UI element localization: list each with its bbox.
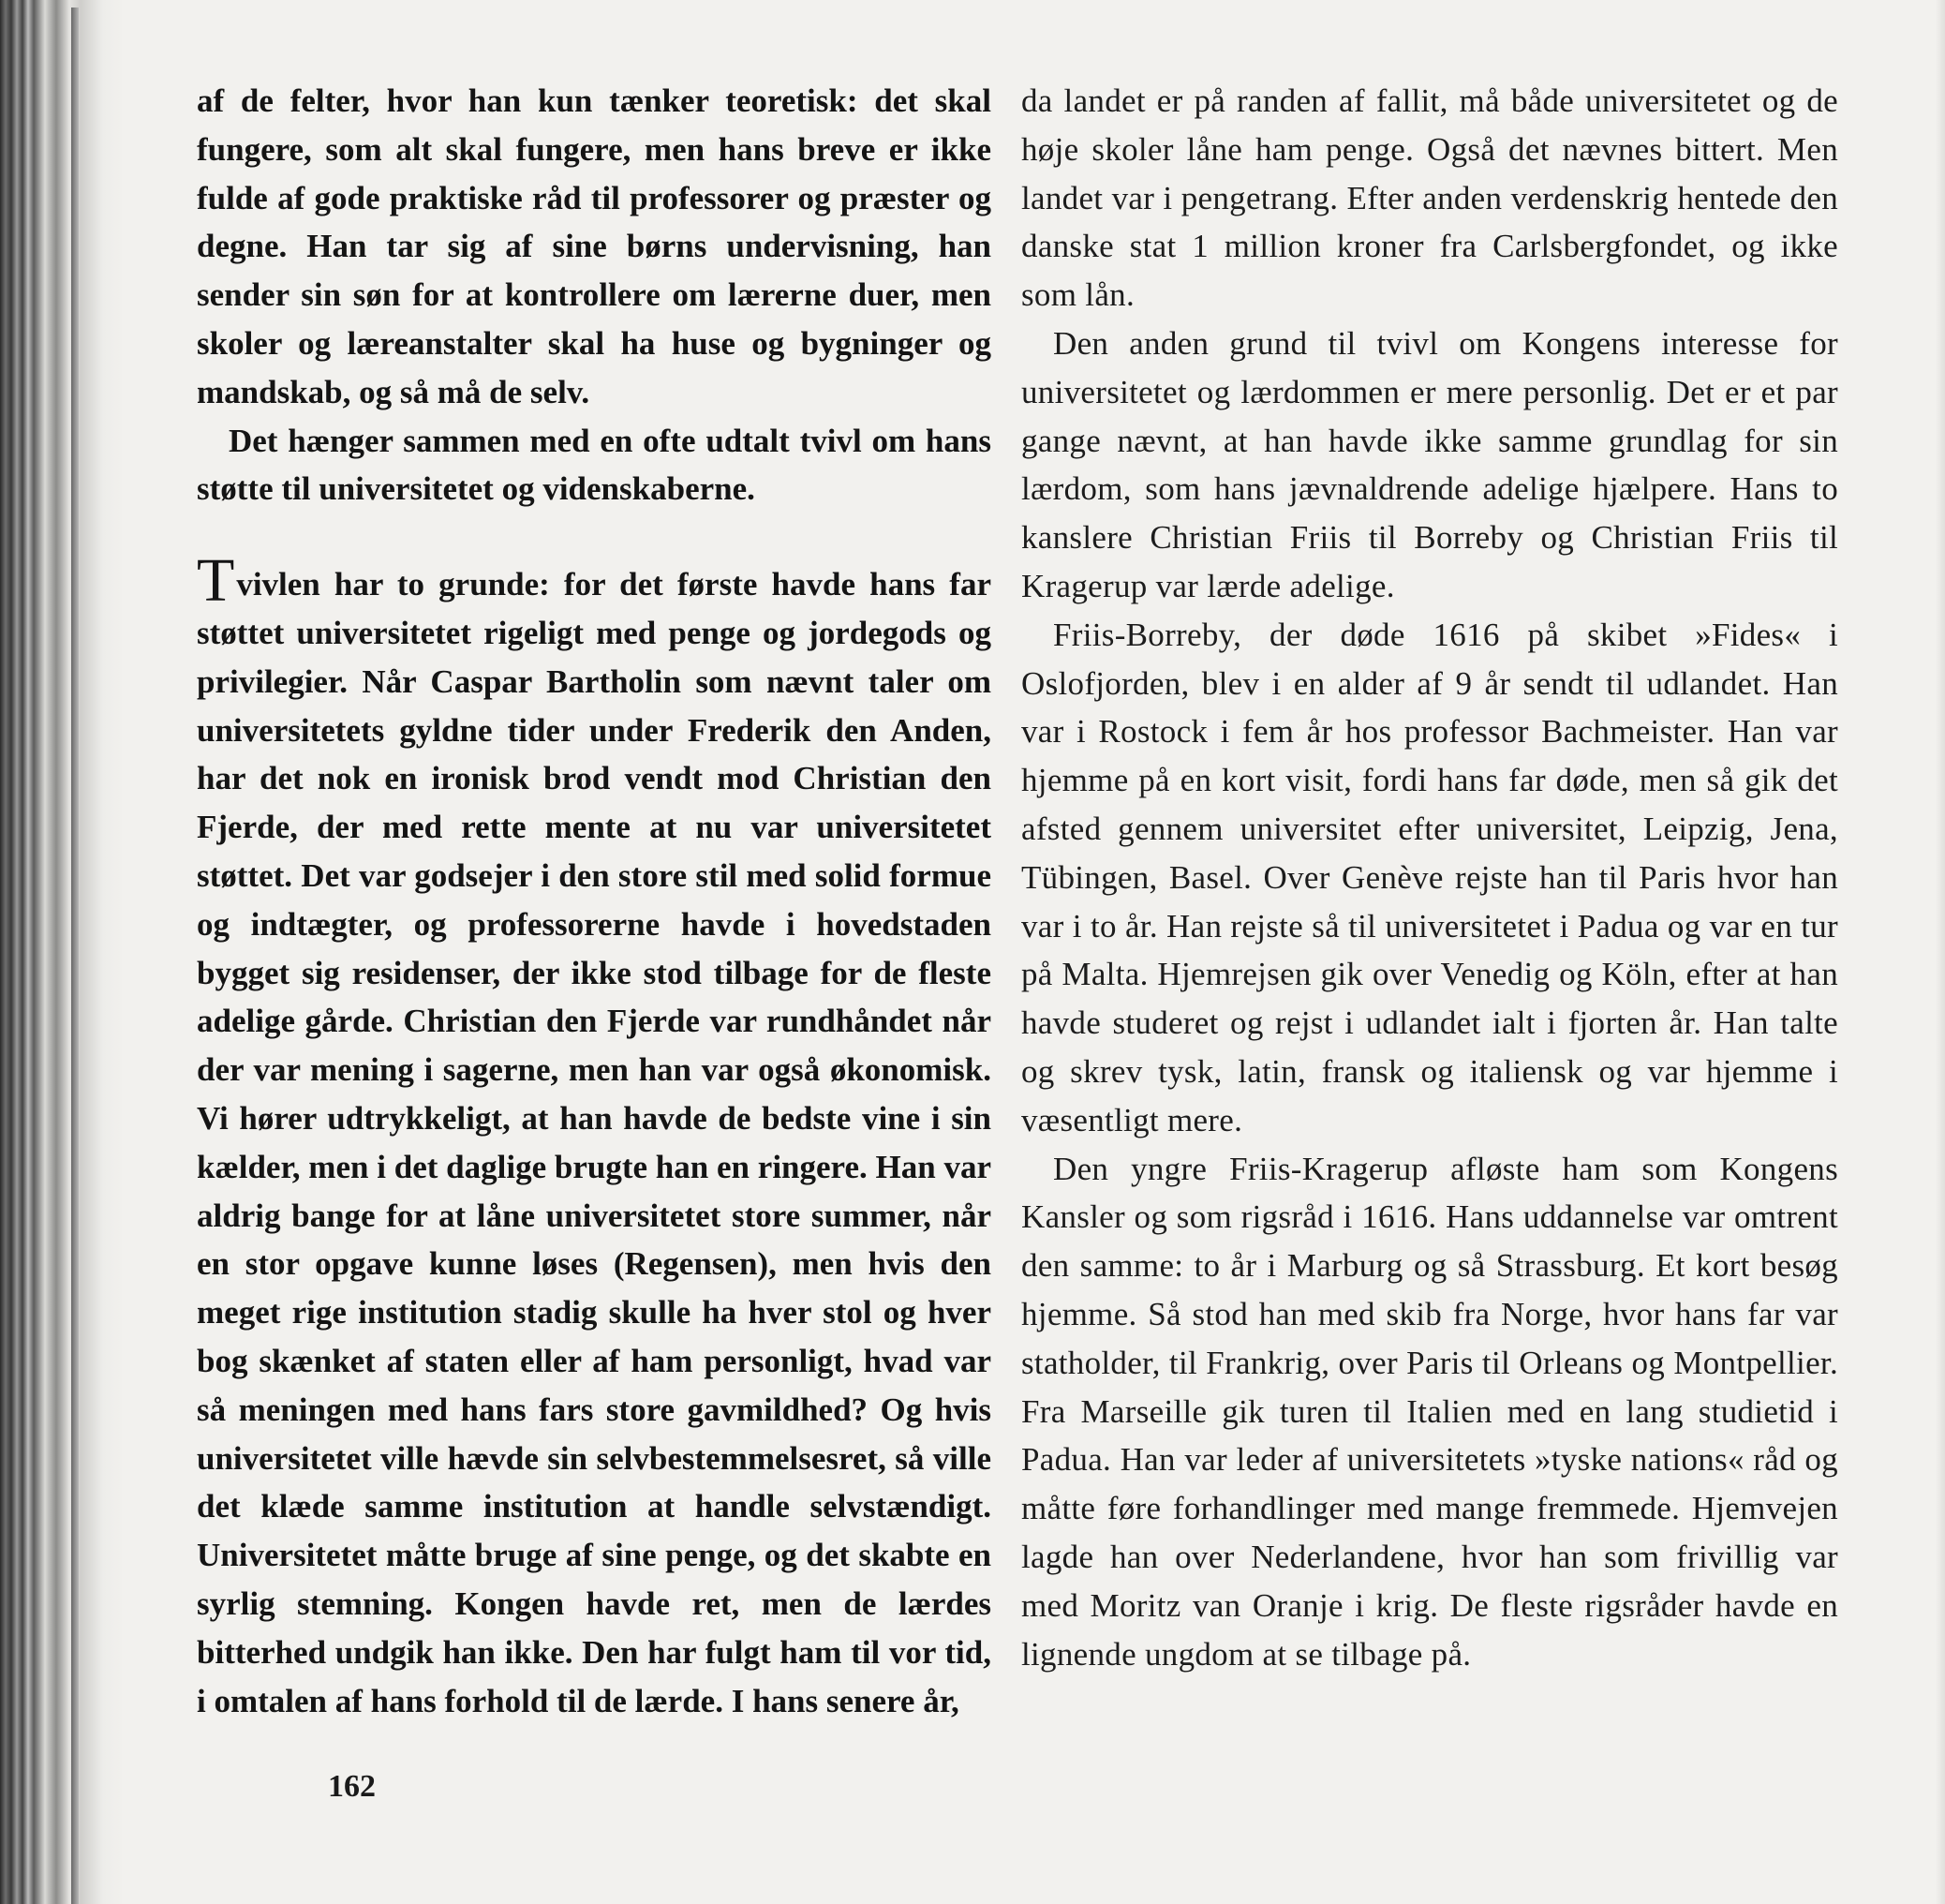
page-number: 162 [328,1769,376,1804]
page-edge-line [71,7,79,1904]
left-paragraph-1: af de felter, hvor han kun tænker teoretisk: det skal fungere, som alt skal fungere, men hans breve er ikke fulde af gode praktiske råd til professorer og præster og degne. Han tar sig af sine børns undervisning, han sender sin søn for at kontrollere om lærerne duer, men skoler og læreanstalter skal ha huse og bygninger og mandskab, og så må de selv. [197,82,991,410]
right-paragraph-2: Den anden grund til tvivl om Kongens interesse for universitetet og lærdommen er mere personlig. Det er et par gange nævnt, at han havde ikke samme grundlag for sin lærdom, som hans jævnaldrende adelige hjælpere. Hans to kanslere Christian Friis til Borreby og Christian Friis til Kragerup var lærde adelige. [1021,324,1838,604]
left-paragraph-2: Det hænger sammen med en ofte udtalt tvivl om hans støtte til universitetet og videnskaberne. [197,422,991,508]
right-paragraph-1: da landet er på randen af fallit, må både universitetet og de høje skoler låne ham penge. Også det nævnes bittert. Men landet var i pengetrang. Efter anden verdenskrig hentede den danske stat 1 million kroner fra Carlsbergfondet, og ikke som lån. [1021,82,1838,314]
right-text-column [1021,77,1838,1678]
book-page [122,0,1945,1904]
right-paragraph-4: Den yngre Friis-Kragerup afløste ham som Kongens Kansler og som rigsråd i 1616. Hans uddannelse var omtrent den samme: to år i Marburg og så Strassburg. Et kort besøg hjemme. Så stod han med skib fra Norge, hvor hans far var statholder, til Frankrig, over Paris til Orleans og Montpellier. Fra Marseille gik turen til Italien med en lang studietid i Padua. Han var leder af universitetets »tyske nations« råd og måtte føre forhandlinger med mange fremmede. Hjemvejen lagde han over Nederlandene, hvor han som frivillig var med Moritz van Oranje i krig. De fleste rigsråder havde en lignende ungdom at se tilbage på. [1021,1150,1838,1673]
right-paragraph-3: Friis-Borreby, der døde 1616 på skibet »Fides« i Oslofjorden, blev i en alder af 9 år sendt til udlandet. Han var i Rostock i fem år hos professor Bachmeister. Han var hjemme på en kort visit, fordi hans far døde, men så gik det afsted gennem universitet efter universitet, Leipzig, Jena, Tübingen, Basel. Over Genève rejste han til Paris hvor han var i to år. Han rejste så til universitetet i Padua og var en tur på Malta. Hjemrejsen gik over Venedig og Köln, efter at han havde studeret og rejst i udlandet ialt i fjorten år. Han talte og skrev tysk, latin, fransk og italiensk og var hjemme i væsentligt mere. [1021,616,1838,1138]
drop-cap: T [197,546,235,616]
left-paragraph-3-text: vivlen har to grunde: for det første havde hans far støttet universitetet rigeligt med penge og jordegods og privilegier. Når Caspar Bartholin som nævnt taler om universitetets gyldne tider under Frederik den Anden, har det nok en ironisk brod vendt mod Christian den Fjerde, der med rette mente at nu var universitetet støttet. Det var godsejer i den store stil med solid formue og indtægter, og professorerne havde i hovedstaden bygget sig residenser, der ikke stod tilbage for de fleste adelige gårde. Christian den Fjerde var rundhåndet når der var mening i sagerne, men han var også økonomisk. Vi hører udtrykkeligt, at han havde de bedste vine i sin kælder, men i det daglige brugte han en ringere. Han var aldrig bange for at låne universitetet store summer, når en stor opgave kunne løses (Regensen), men hvis den meget rige institution stadig skulle ha hver stol og hver bog skænket af staten eller af ham personligt, hvad var så meningen med hans fars store gavmildhed? Og hvis universitetet ville hævde sin selvbestemmelsesret, så ville det klæde samme institution at handle selvstændigt. Universitetet måtte bruge af sine penge, og det skabte en syrlig stemning. Kongen havde ret, men de lærdes bitterhed undgik han ikke. Den har fulgt ham til vor tid, i omtalen af hans forhold til de lærde. I hans senere år, [197,566,991,1719]
left-paragraph-3 [197,546,991,1725]
left-text-column [197,77,991,1725]
page-right-edge [1936,0,1945,1904]
book-binding [0,0,122,1904]
